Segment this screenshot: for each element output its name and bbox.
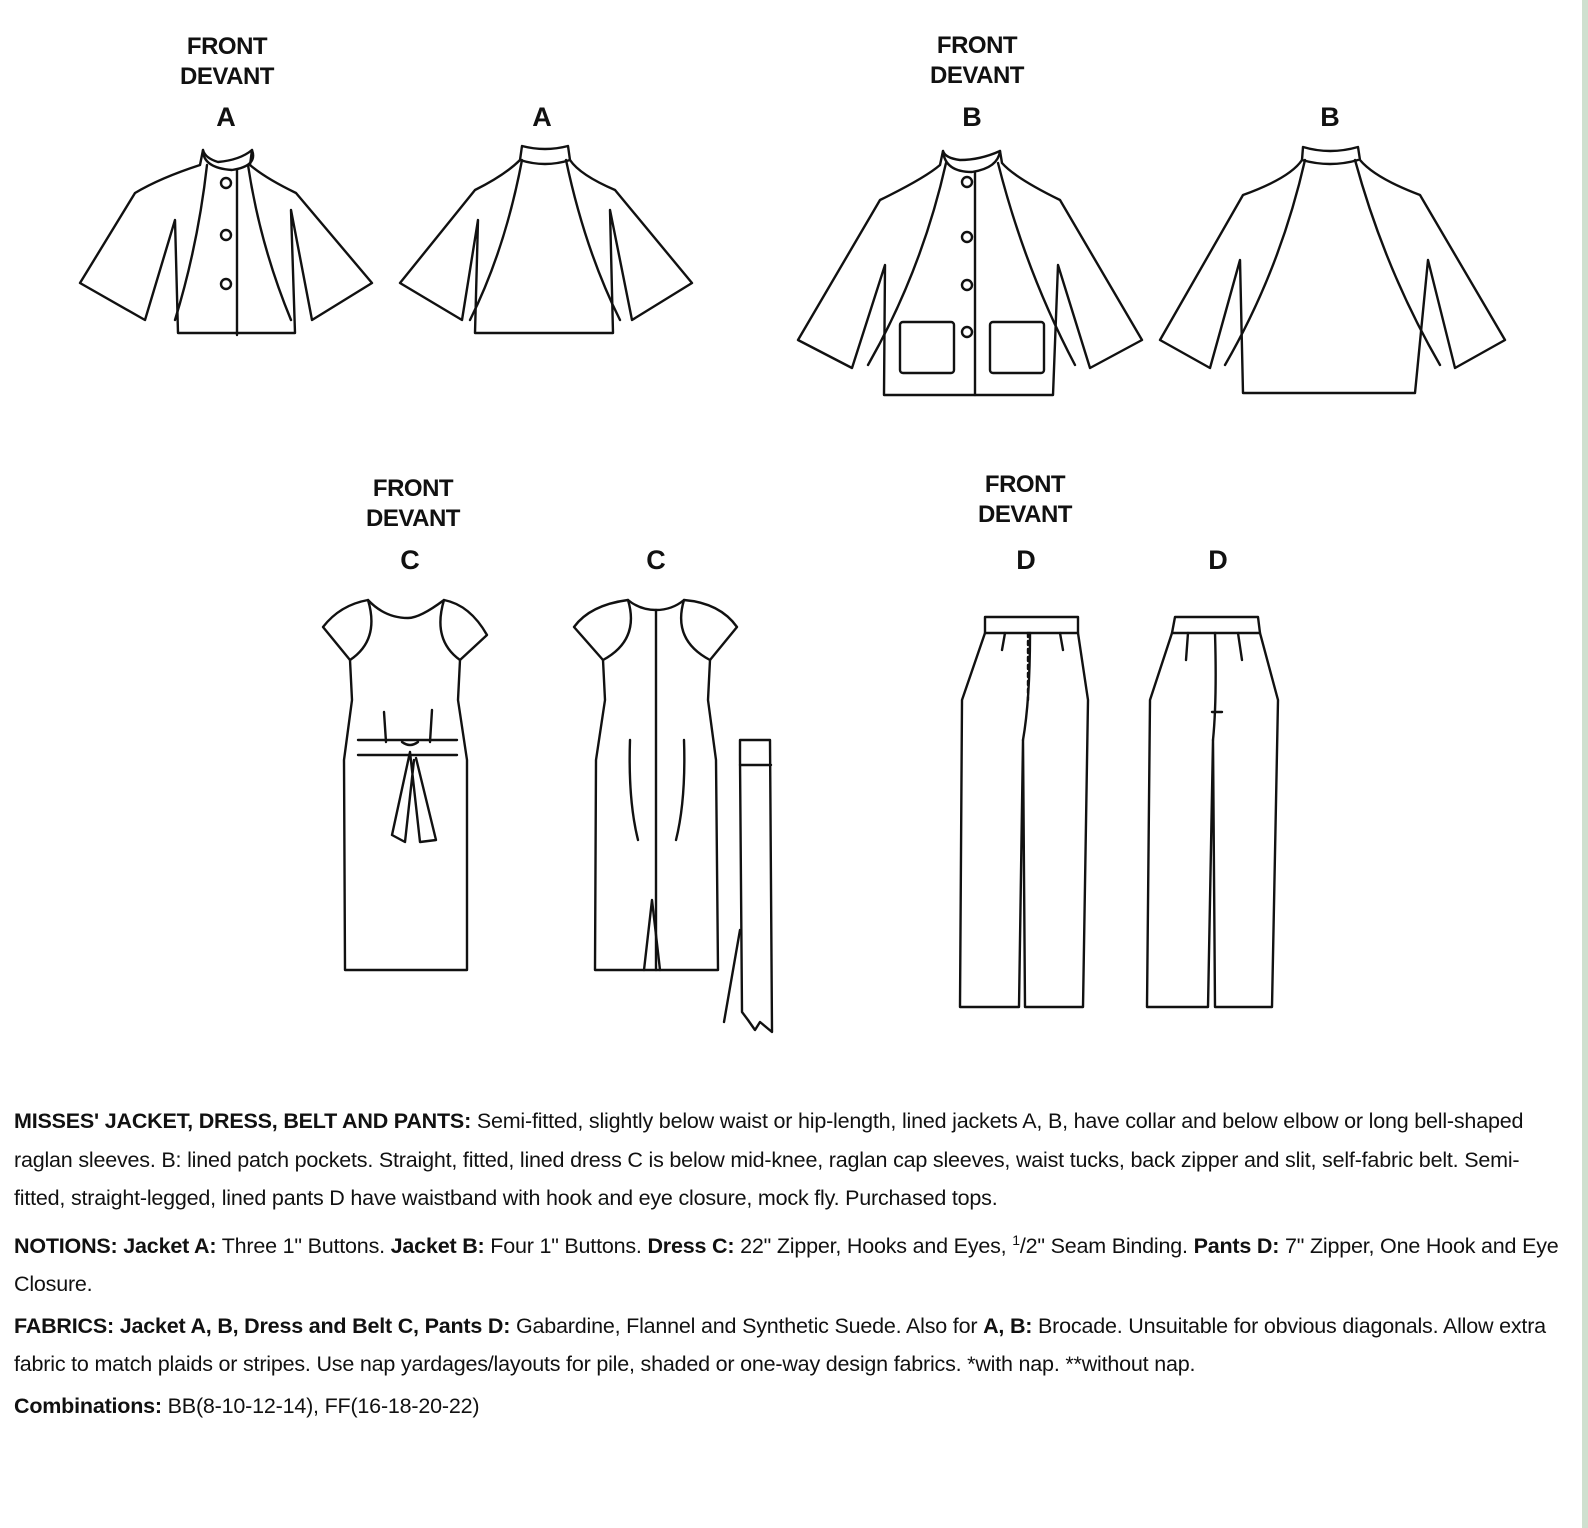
- jacket-b-front-drawing: [798, 151, 1142, 395]
- pants-d-back-drawing: [1147, 617, 1278, 1007]
- view-label-b-front: B: [962, 102, 982, 132]
- view-label-b-back: B: [1320, 102, 1340, 132]
- front-label-c: FRONT DEVANT: [366, 475, 460, 532]
- jacket-a-front-drawing: [80, 150, 372, 335]
- front-label-b: FRONT DEVANT: [930, 32, 1024, 89]
- pattern-description-block: [14, 1102, 1564, 1428]
- fabrics-paragraph: FABRICS: Jacket A, B, Dress and Belt C, Pants D: Gabardine, Flannel and Synthetic Suede. Also for A, B: Brocade. Unsuitable for obvious diagonals. Allow extra fabric to match plaids or stripes. Use nap yardages/layouts for pile, shaded or one-way design fabrics. *with nap. **without nap.: [14, 1313, 1546, 1377]
- front-label-a: FRONT DEVANT: [180, 33, 274, 90]
- description-paragraph: MISSES' JACKET, DRESS, BELT AND PANTS: Semi-fitted, slightly below waist or hip-length, lined jackets A, B, have collar and below elbow or long bell-shaped raglan sleeves. B: lined patch pockets. Straight, fitted, lined dress C is below mid-knee, raglan cap sleeves, waist tucks, back zipper and slit, self-fabric belt. Semi-fitted, straight-legged, lined pants D have waistband with hook and eye closure, mock fly. Purchased tops.: [14, 1109, 1524, 1210]
- view-label-c-back: C: [646, 545, 666, 575]
- view-label-c-front: C: [400, 545, 420, 575]
- combinations-paragraph: Combinations: BB(8-10-12-14), FF(16-18-20-22): [14, 1393, 480, 1418]
- jacket-b-back-drawing: [1160, 147, 1505, 393]
- view-label-d-front: D: [1016, 545, 1036, 575]
- jacket-a-back-drawing: [400, 146, 692, 333]
- view-label-a-back: A: [532, 102, 552, 132]
- view-label-d-back: D: [1208, 545, 1228, 575]
- front-label-d: FRONT DEVANT: [978, 471, 1072, 528]
- dress-c-front-drawing: [323, 600, 487, 970]
- view-label-a-front: A: [216, 102, 236, 132]
- dress-c-back-drawing: [574, 600, 772, 1032]
- notions-paragraph: NOTIONS: Jacket A: Three 1" Buttons. Jacket B: Four 1" Buttons. Dress C: 22" Zipper, Hooks and Eyes, $^1$/2" Seam Binding. Pants D: 7" Zipper, One Hook and Eye Closure.: [14, 1231, 1559, 1297]
- pants-d-front-drawing: [960, 617, 1088, 1007]
